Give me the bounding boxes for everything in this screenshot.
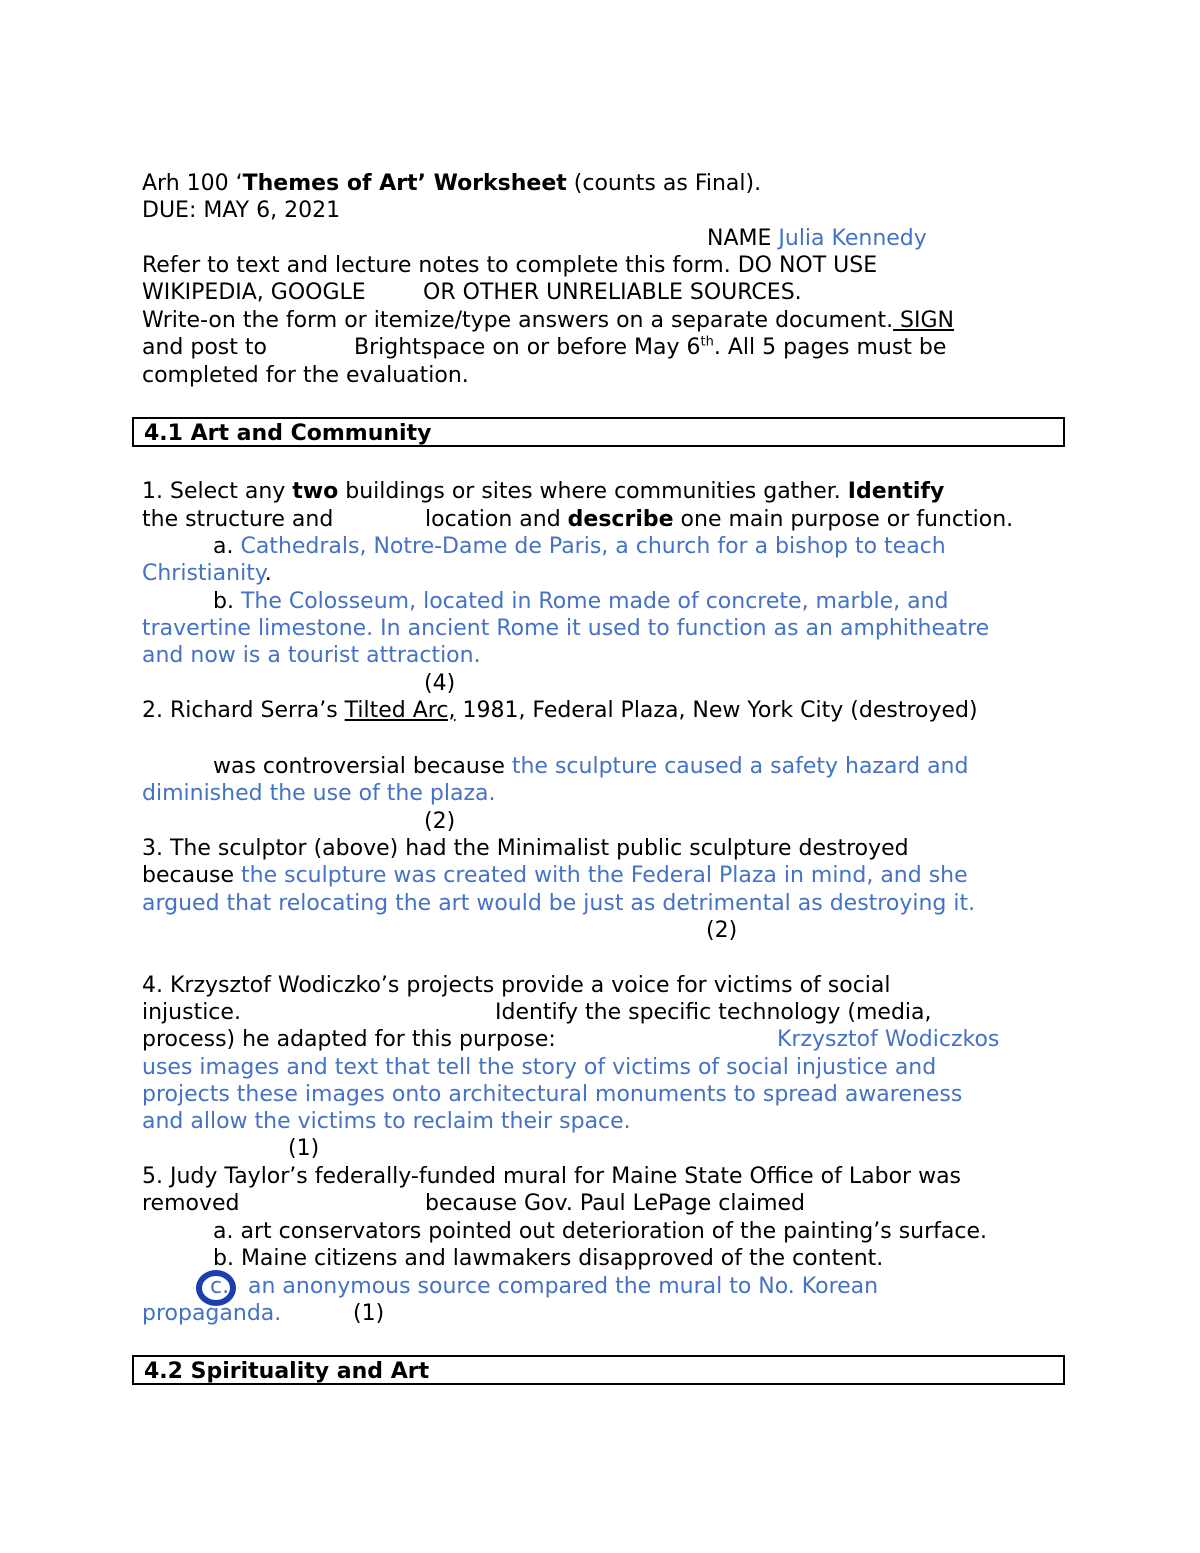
student-name: Julia Kennedy — [778, 226, 927, 251]
question-4-line-2b: Identify the specific technology (media, — [495, 1000, 932, 1025]
instructions-line-3 — [142, 307, 954, 334]
q1-answer-b-line-2: travertine limestone. In ancient Rome it used to function as an amphitheatre — [142, 616, 990, 641]
section-header-4-1 — [132, 417, 1065, 447]
q2-text: 2. Richard Serra’s — [142, 698, 345, 723]
answer-a-period: . — [264, 561, 272, 586]
instructions-line-4a: and post to — [142, 335, 267, 360]
question-1-line-1 — [142, 478, 944, 505]
q4-points: (1) — [288, 1136, 320, 1161]
q3-text: because — [142, 863, 242, 888]
q1-answer-a-line-2 — [142, 560, 272, 587]
question-3-line-1: 3. The sculptor (above) had the Minimalist public sculpture destroyed — [142, 836, 909, 861]
instructions-line-5: completed for the evaluation. — [142, 363, 469, 388]
q4-answer-line-3: projects these images onto architectural monuments to spread awareness — [142, 1082, 963, 1107]
question-2-line-1 — [142, 697, 978, 724]
instructions-text: Write-on the form or itemize/type answers on a separate document. — [142, 308, 894, 333]
question-4-line-2a: injustice. — [142, 1000, 241, 1025]
q3-answer: the sculpture was created with the Federal Plaza in mind, and she — [241, 863, 968, 888]
question-5-line-2b: because Gov. Paul LePage claimed — [425, 1191, 806, 1216]
section-title: 4.1 Art and Community — [144, 421, 432, 446]
q1-text: buildings or sites where communities gather. — [338, 479, 848, 504]
q2-points: (2) — [424, 809, 456, 834]
q1-text: location and — [425, 507, 568, 532]
q5-option-c-label: c. — [210, 1274, 230, 1299]
q1-points: (4) — [424, 671, 456, 696]
title-quote: ‘ — [235, 171, 243, 196]
q1-emphasis-two: two — [292, 479, 339, 504]
question-4-line-1: 4. Krzysztof Wodiczko’s projects provide a voice for victims of social — [142, 973, 891, 998]
q4-answer-line-1: Krzysztof Wodiczkos — [777, 1027, 1000, 1052]
question-4-line-3: process) he adapted for this purpose: — [142, 1027, 556, 1052]
answer-a-label: a. — [213, 534, 241, 559]
q5-points: (1) — [353, 1301, 385, 1326]
section-title: 4.2 Spirituality and Art — [144, 1359, 430, 1384]
due-date: DUE: MAY 6, 2021 — [142, 198, 341, 223]
answer-a-text: Cathedrals, Notre-Dame de Paris, a church for a bishop to teach — [240, 534, 946, 559]
q1-emphasis-describe: describe — [567, 507, 674, 532]
q2-text: 1981, Federal Plaza, New York City (destroyed) — [455, 698, 978, 723]
answer-b-label: b. — [213, 589, 241, 614]
artwork-title: Tilted Arc, — [344, 698, 456, 723]
name-line — [707, 225, 927, 252]
q2-answer: the sculpture caused a safety hazard and — [511, 754, 969, 779]
instructions-line-2b: OR OTHER UNRELIABLE SOURCES. — [423, 280, 802, 305]
q4-answer-line-4: and allow the victims to reclaim their space. — [142, 1109, 631, 1134]
pages-note: . All 5 pages must be — [713, 335, 947, 360]
name-label: NAME — [707, 226, 779, 251]
submission-text: Brightspace on or before May 6 — [354, 335, 701, 360]
q2-text: was controversial because — [213, 754, 512, 779]
question-1-line-2a: the structure and — [142, 507, 334, 532]
sign-instruction: SIGN — [893, 308, 955, 333]
q5-option-c-line-2: propaganda. — [142, 1301, 282, 1326]
question-5-line-2a: removed — [142, 1191, 240, 1216]
q1-text: one main purpose or function. — [673, 507, 1014, 532]
section-header-4-2 — [132, 1355, 1065, 1385]
q1-emphasis-identify: Identify — [847, 479, 945, 504]
question-1-line-2b — [425, 506, 1013, 533]
question-2-line-2 — [213, 753, 968, 780]
q1-answer-b-line-3: and now is a tourist attraction. — [142, 643, 481, 668]
worksheet-title: Themes of Art’ Worksheet — [242, 171, 567, 196]
q3-answer-line-2: argued that relocating the art would be just as detrimental as destroying it. — [142, 891, 976, 916]
question-3-line-2 — [142, 862, 968, 889]
q1-answer-a-line-1 — [213, 533, 946, 560]
q5-option-a: a. art conservators pointed out deterioration of the painting’s surface. — [213, 1219, 987, 1244]
answer-a-text: Christianity — [142, 561, 265, 586]
q4-answer-line-2: uses images and text that tell the story of victims of social injustice and — [142, 1055, 937, 1080]
course-code: Arh 100 — [142, 171, 236, 196]
q5-option-b: b. Maine citizens and lawmakers disapproved of the content. — [213, 1246, 884, 1271]
instructions-line-2a: WIKIPEDIA, GOOGLE — [142, 280, 366, 305]
q3-points: (2) — [706, 918, 738, 943]
instructions-line-1: Refer to text and lecture notes to complete this form. DO NOT USE — [142, 253, 878, 278]
instructions-line-4b — [354, 334, 946, 361]
q2-answer-line-2: diminished the use of the plaza. — [142, 781, 496, 806]
q1-answer-b-line-1 — [213, 588, 949, 615]
q1-text: 1. Select any — [142, 479, 293, 504]
date-suffix: th — [700, 334, 714, 350]
answer-b-text: The Colosseum, located in Rome made of concrete, marble, and — [240, 589, 949, 614]
question-5-line-1: 5. Judy Taylor’s federally-funded mural for Maine State Office of Labor was — [142, 1164, 962, 1189]
worksheet-title-line — [142, 170, 761, 197]
title-note: (counts as Final). — [566, 171, 762, 196]
q5-option-c-line-1: an anonymous source compared the mural to No. Korean — [248, 1274, 879, 1299]
